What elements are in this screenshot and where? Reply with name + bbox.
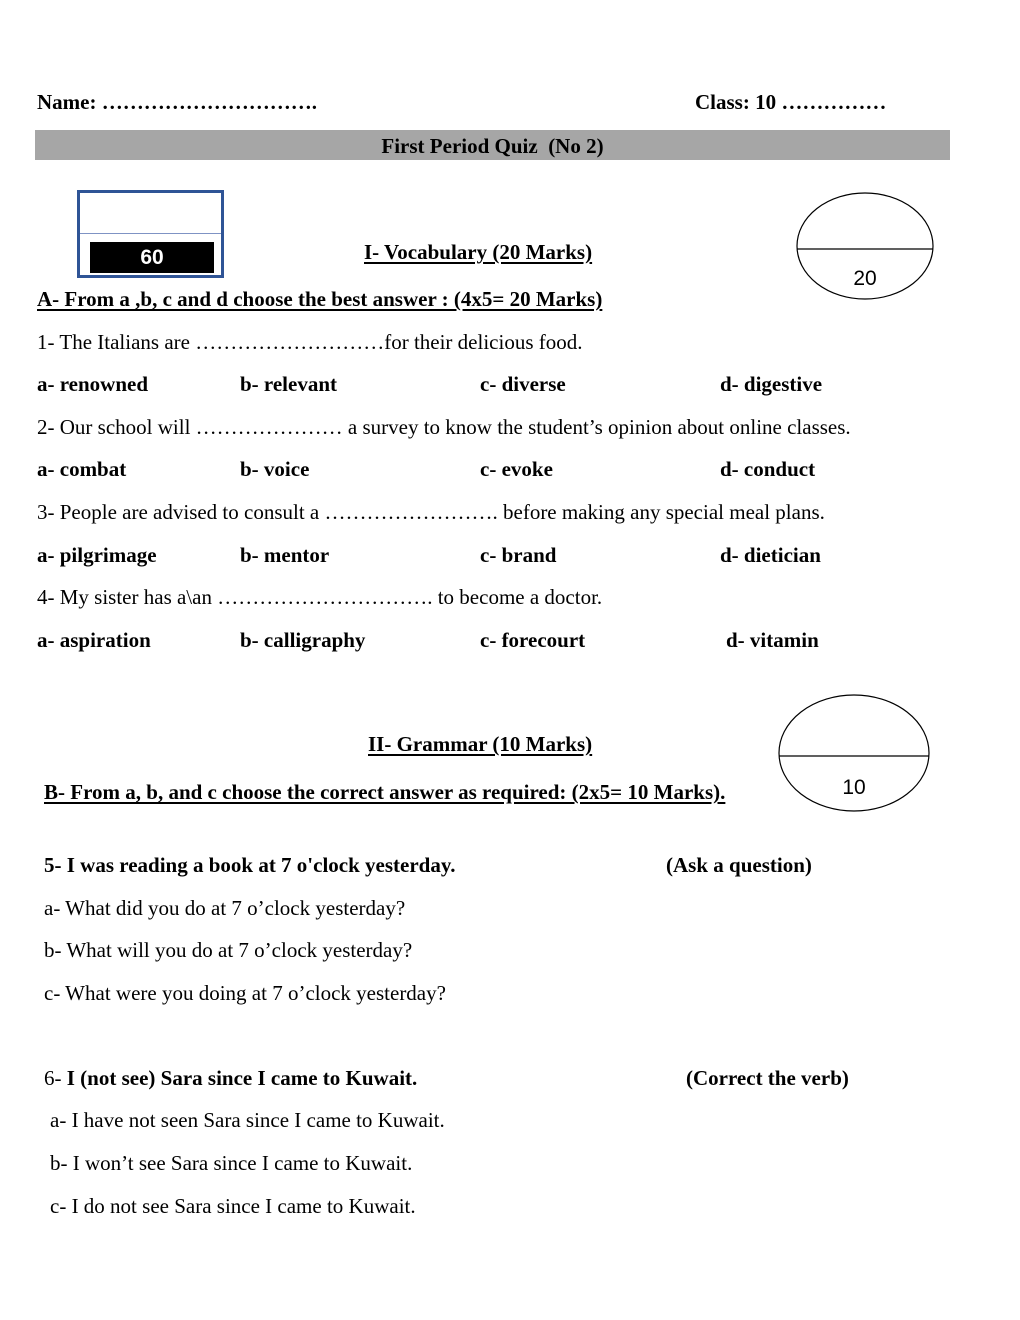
- answer-option[interactable]: d- dietician: [720, 543, 821, 567]
- answer-option[interactable]: c- diverse: [480, 372, 566, 396]
- answer-option[interactable]: c- What were you doing at 7 o’clock yesterday?: [44, 981, 446, 1005]
- answer-option[interactable]: c- I do not see Sara since I came to Kuwait.: [50, 1194, 416, 1218]
- answer-option[interactable]: c- brand: [480, 543, 557, 567]
- class-field-label: Class: 10 ……………: [695, 90, 887, 114]
- answer-option[interactable]: b- calligraphy: [240, 628, 366, 652]
- answer-option[interactable]: a- renowned: [37, 372, 149, 396]
- grammar-mark: 10: [842, 776, 866, 799]
- answer-option[interactable]: b- relevant: [240, 372, 338, 396]
- quiz-title-banner: [35, 130, 950, 160]
- grammar-instruction: B- From a, b, and c choose the correct answer as required: (2x5= 10 Marks).: [44, 780, 726, 804]
- answer-option[interactable]: c- evoke: [480, 457, 553, 481]
- name-field-label: Name: ………………………….: [37, 90, 317, 114]
- answer-option[interactable]: a- pilgrimage: [37, 543, 157, 567]
- answer-option[interactable]: d- digestive: [720, 372, 823, 396]
- vocabulary-mark: 20: [853, 267, 877, 290]
- vocabulary-heading: I- Vocabulary (20 Marks): [364, 240, 593, 264]
- total-score-box: [77, 190, 224, 278]
- answer-option[interactable]: d- conduct: [720, 457, 816, 481]
- answer-option[interactable]: a- What did you do at 7 o’clock yesterday?: [44, 896, 406, 920]
- answer-option[interactable]: b- What will you do at 7 o’clock yesterday?: [44, 938, 413, 962]
- answer-option[interactable]: c- forecourt: [480, 628, 586, 652]
- grammar-mark-oval: [777, 693, 931, 813]
- grammar-heading: II- Grammar (10 Marks): [368, 732, 593, 756]
- answer-option[interactable]: d- vitamin: [726, 628, 819, 652]
- question-6-number: 6-: [44, 1066, 62, 1090]
- quiz-title: First Period Quiz (No 2): [381, 134, 604, 158]
- question-text: 2- Our school will ………………… a survey to know the student’s opinion about online classes.: [37, 415, 851, 439]
- question-6-task: (Correct the verb): [686, 1066, 849, 1090]
- answer-option[interactable]: b- I won’t see Sara since I came to Kuwait.: [50, 1151, 413, 1175]
- question-text: 1- The Italians are ………………………for their delicious food.: [37, 330, 583, 354]
- question-5-stem: 5- I was reading a book at 7 o'clock yesterday.: [44, 853, 456, 877]
- question-text: 3- People are advised to consult a ……………………. before making any special meal plans.: [37, 500, 825, 524]
- question-6-stem: [44, 1068, 417, 1089]
- vocabulary-mark-oval: [795, 191, 935, 301]
- answer-option[interactable]: a- combat: [37, 457, 127, 481]
- total-score: 60: [90, 242, 214, 273]
- answer-option[interactable]: b- mentor: [240, 543, 330, 567]
- question-6-sentence: I (not see) Sara since I came to Kuwait.: [66, 1066, 418, 1090]
- score-box-divider: [80, 233, 221, 234]
- answer-option[interactable]: a- aspiration: [37, 628, 151, 652]
- answer-option[interactable]: a- I have not seen Sara since I came to Kuwait.: [50, 1108, 445, 1132]
- question-5-task: (Ask a question): [666, 853, 812, 877]
- question-text: 4- My sister has a\an …………………………. to become a doctor.: [37, 585, 603, 609]
- answer-option[interactable]: b- voice: [240, 457, 310, 481]
- vocabulary-instruction: A- From a ,b, c and d choose the best answer : (4x5= 20 Marks): [37, 287, 603, 311]
